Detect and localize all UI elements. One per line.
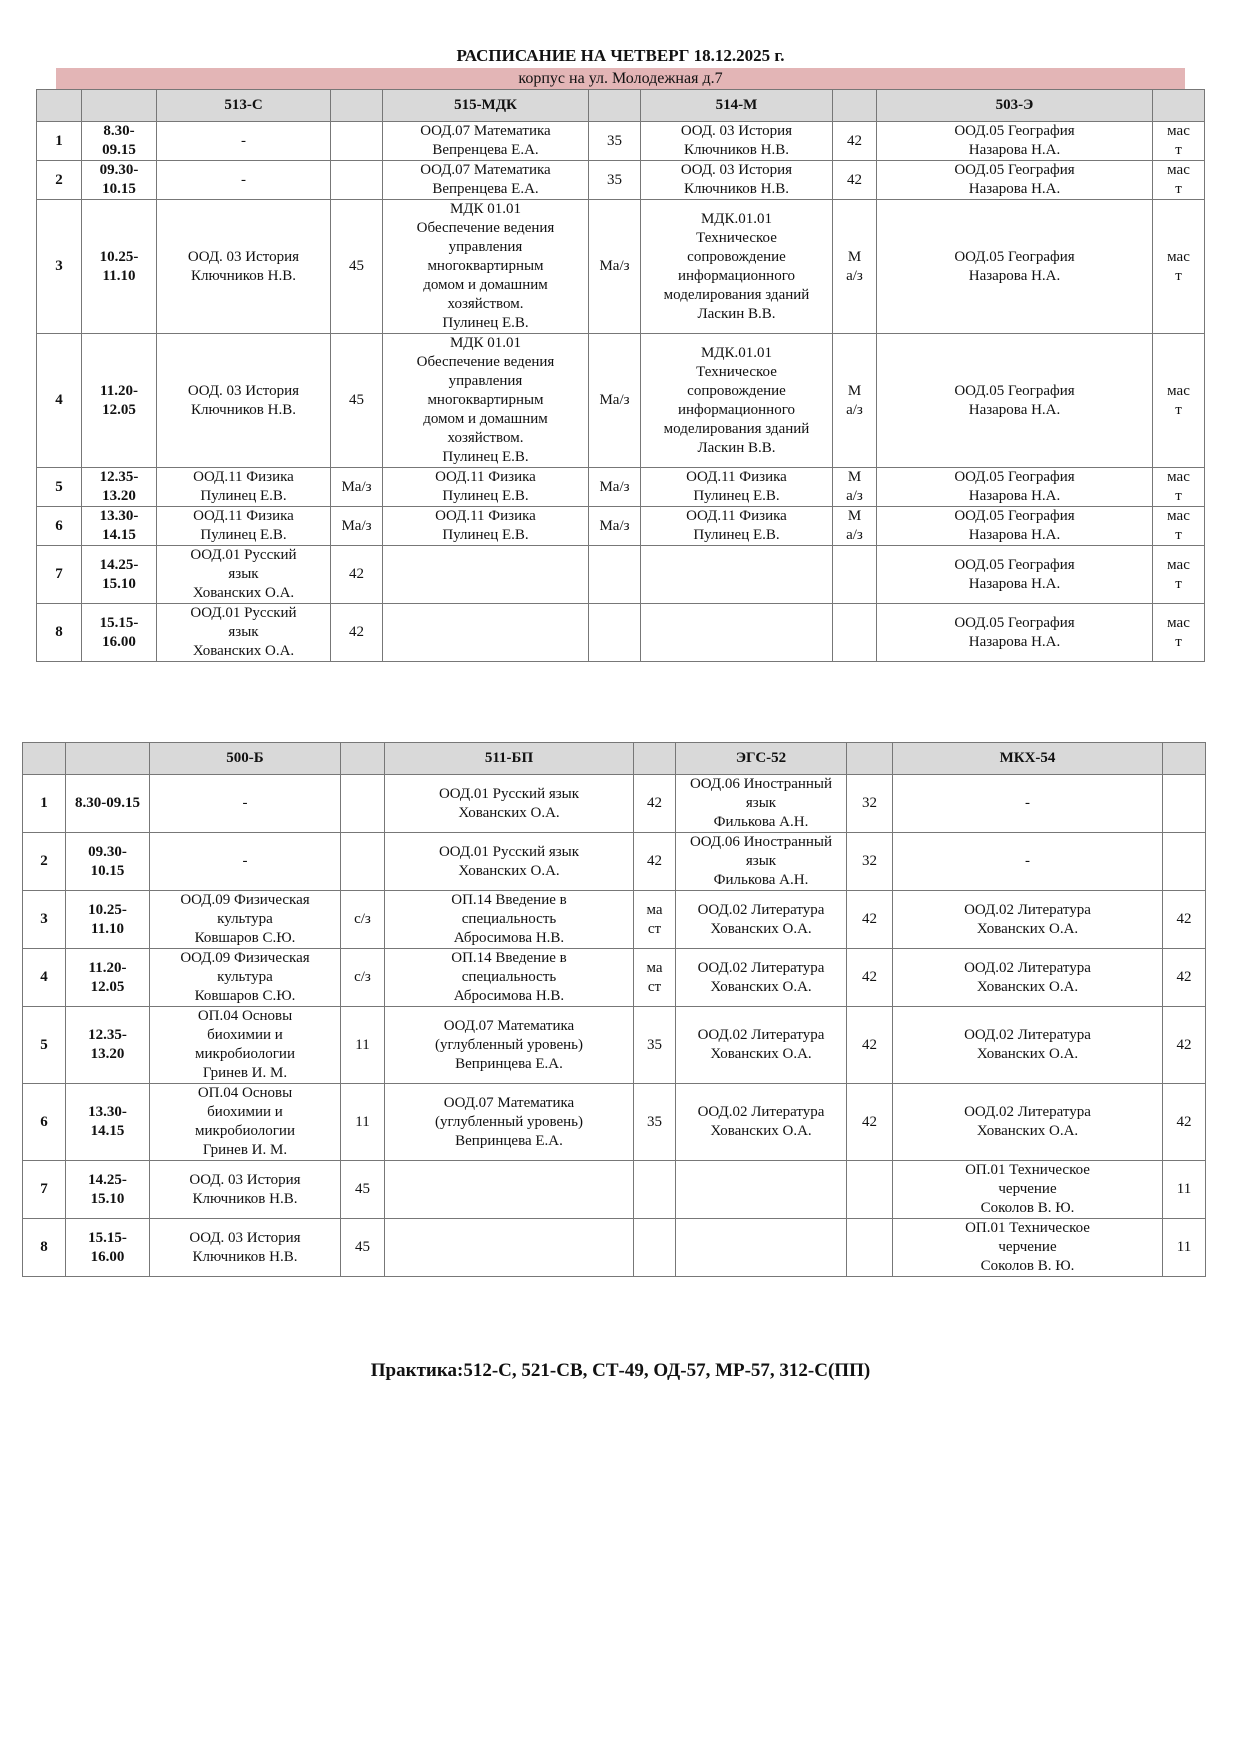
room-header [589,90,641,122]
subject-cell: ООД.11 Физика Пулинец Е.В. [383,468,589,507]
table-row [37,122,1205,161]
subject-cell: ООД.07 Математика Вепренцева Е.А. [383,161,589,200]
room-cell: 35 [634,1084,676,1161]
room-cell: 42 [634,775,676,833]
lesson-number: 3 [37,200,82,334]
group-header: МКХ-54 [893,743,1163,775]
lesson-time: 11.20- 12.05 [82,334,157,468]
lesson-number: 4 [23,949,66,1007]
subject-cell: ООД. 03 История Ключников Н.В. [641,122,833,161]
room-cell [1163,833,1206,891]
group-header: ЭГС-52 [676,743,847,775]
room-cell [847,1219,893,1277]
room-cell [589,546,641,604]
subject-cell: ООД. 03 История Ключников Н.В. [150,1161,341,1219]
room-cell: ма ст [634,949,676,1007]
room-cell: мас т [1153,604,1205,662]
lesson-time: 10.25- 11.10 [66,891,150,949]
header-time [82,90,157,122]
room-header [634,743,676,775]
subject-cell: ООД.05 География Назарова Н.А. [877,334,1153,468]
room-cell [589,604,641,662]
lesson-number: 7 [37,546,82,604]
room-header [331,90,383,122]
subject-cell: ООД.05 География Назарова Н.А. [877,200,1153,334]
lesson-time: 14.25- 15.10 [82,546,157,604]
practice-note: Практика:512-С, 521-СВ, СТ-49, ОД-57, МР-57, 312-С(ПП) [370,1360,871,1381]
lesson-number: 8 [23,1219,66,1277]
lesson-time: 09.30- 10.15 [82,161,157,200]
subject-cell: - [150,775,341,833]
table-row [37,161,1205,200]
room-cell: 42 [331,604,383,662]
subject-cell: ООД.05 География Назарова Н.А. [877,161,1153,200]
subject-cell: ООД.11 Физика Пулинец Е.В. [641,468,833,507]
lesson-number: 1 [23,775,66,833]
room-cell: мас т [1153,468,1205,507]
schedule-table-1 [36,89,1205,662]
subject-cell: ОП.01 Техническое черчение Соколов В. Ю. [893,1219,1163,1277]
subject-cell: ООД.05 География Назарова Н.А. [877,604,1153,662]
room-cell: Ма/з [589,200,641,334]
room-cell: Ма/з [589,334,641,468]
subject-cell [676,1219,847,1277]
room-cell: 11 [1163,1219,1206,1277]
building-subtitle: корпус на ул. Молодежная д.7 [56,68,1185,89]
subject-cell: ООД.02 Литература Хованских О.А. [676,949,847,1007]
subject-cell: ООД.02 Литература Хованских О.А. [893,1084,1163,1161]
subject-cell: ООД.05 География Назарова Н.А. [877,507,1153,546]
room-cell: 35 [589,122,641,161]
lesson-time: 13.30- 14.15 [82,507,157,546]
table-row [37,468,1205,507]
group-header: 511-БП [385,743,634,775]
room-cell: 42 [847,1084,893,1161]
room-cell: 11 [341,1007,385,1084]
room-cell [341,833,385,891]
subject-cell: ОП.14 Введение в специальность Абросимова Н.В. [385,949,634,1007]
lesson-time: 15.15- 16.00 [82,604,157,662]
subject-cell: ООД.02 Литература Хованских О.А. [676,1084,847,1161]
group-header: 503-Э [877,90,1153,122]
header-row [23,743,1206,775]
room-cell: 45 [341,1219,385,1277]
room-header [833,90,877,122]
subject-cell: - [157,161,331,200]
subject-cell: ООД.11 Физика Пулинец Е.В. [383,507,589,546]
room-cell: Ма/з [331,468,383,507]
room-cell [341,775,385,833]
subject-cell: ОП.04 Основы биохимии и микробиологии Гринев И. М. [150,1084,341,1161]
subject-cell: ООД.01 Русский язык Хованских О.А. [157,546,331,604]
lesson-time: 8.30- 09.15 [82,122,157,161]
subject-cell: - [157,122,331,161]
subject-cell: ООД.09 Физическая культура Ковшаров С.Ю. [150,949,341,1007]
room-cell: 11 [1163,1161,1206,1219]
subject-cell: ООД. 03 История Ключников Н.В. [641,161,833,200]
page-title: РАСПИСАНИЕ НА ЧЕТВЕРГ 18.12.2025 г. [456,46,785,65]
room-cell: 45 [341,1161,385,1219]
table-row [23,833,1206,891]
subject-cell: ООД.02 Литература Хованских О.А. [893,891,1163,949]
room-cell: мас т [1153,546,1205,604]
group-header: 513-С [157,90,331,122]
subject-cell: ОП.01 Техническое черчение Соколов В. Ю. [893,1161,1163,1219]
table-row [23,775,1206,833]
room-cell: 42 [1163,1084,1206,1161]
subject-cell: - [893,833,1163,891]
table-row [23,949,1206,1007]
lesson-time: 13.30- 14.15 [66,1084,150,1161]
room-cell [634,1219,676,1277]
lesson-number: 6 [23,1084,66,1161]
room-cell: с/з [341,891,385,949]
room-cell: 42 [1163,949,1206,1007]
subject-cell: ООД.05 География Назарова Н.А. [877,468,1153,507]
room-cell: 35 [634,1007,676,1084]
subject-cell: - [893,775,1163,833]
subject-cell: ООД.01 Русский язык Хованских О.А. [385,833,634,891]
room-cell: 45 [331,200,383,334]
lesson-number: 2 [23,833,66,891]
subject-cell [641,604,833,662]
room-cell: 32 [847,775,893,833]
subject-cell: ООД.05 География Назарова Н.А. [877,546,1153,604]
room-cell: мас т [1153,334,1205,468]
lesson-time: 12.35- 13.20 [82,468,157,507]
table-row [37,604,1205,662]
group-header: 515-МДК [383,90,589,122]
room-cell: М а/з [833,468,877,507]
lesson-time: 10.25- 11.10 [82,200,157,334]
room-cell: 42 [1163,891,1206,949]
room-header [1163,743,1206,775]
table-row [37,507,1205,546]
room-cell: 35 [589,161,641,200]
room-cell: 42 [1163,1007,1206,1084]
table-row [37,546,1205,604]
subject-cell [676,1161,847,1219]
table-row [23,1219,1206,1277]
subject-cell [385,1161,634,1219]
room-cell: мас т [1153,122,1205,161]
subject-cell: ООД.07 Математика (углубленный уровень) Вепринцева Е.А. [385,1007,634,1084]
room-cell: 45 [331,334,383,468]
subject-cell [383,546,589,604]
subject-cell: ООД.06 Иностранный язык Филькова А.Н. [676,775,847,833]
header-row [37,90,1205,122]
room-cell [833,546,877,604]
room-header [847,743,893,775]
schedule-table-2 [22,742,1206,1277]
group-header: 514-М [641,90,833,122]
subject-cell: ООД.05 География Назарова Н.А. [877,122,1153,161]
room-header [341,743,385,775]
room-cell: 42 [833,161,877,200]
lesson-time: 8.30-09.15 [66,775,150,833]
room-header [1153,90,1205,122]
lesson-number: 5 [37,468,82,507]
subject-cell: ООД.11 Физика Пулинец Е.В. [157,468,331,507]
header-time [66,743,150,775]
room-cell: М а/з [833,507,877,546]
subject-cell: МДК.01.01 Техническое сопровождение информационного моделирования зданий Ласкин В.В. [641,334,833,468]
room-cell: М а/з [833,334,877,468]
room-cell: 11 [341,1084,385,1161]
group-header: 500-Б [150,743,341,775]
lesson-time: 15.15- 16.00 [66,1219,150,1277]
subject-cell: МДК.01.01 Техническое сопровождение информационного моделирования зданий Ласкин В.В. [641,200,833,334]
room-cell [1163,775,1206,833]
room-cell [331,161,383,200]
subject-cell [385,1219,634,1277]
room-cell: 42 [634,833,676,891]
table-row [23,1007,1206,1084]
subject-cell: ООД.11 Физика Пулинец Е.В. [157,507,331,546]
lesson-number: 2 [37,161,82,200]
room-cell: Ма/з [589,507,641,546]
subject-cell: ООД.01 Русский язык Хованских О.А. [157,604,331,662]
subject-cell: ООД.02 Литература Хованских О.А. [676,1007,847,1084]
lesson-time: 09.30- 10.15 [66,833,150,891]
room-cell: М а/з [833,200,877,334]
subject-cell: ОП.04 Основы биохимии и микробиологии Гринев И. М. [150,1007,341,1084]
subject-cell [641,546,833,604]
room-cell [833,604,877,662]
header-number [23,743,66,775]
lesson-time: 14.25- 15.10 [66,1161,150,1219]
room-cell: мас т [1153,161,1205,200]
table-row [23,1084,1206,1161]
table-row [37,334,1205,468]
subject-cell: МДК 01.01 Обеспечение ведения управления многоквартирным домом и домашним хозяйством. Пулинец Е.В. [383,334,589,468]
room-cell: мас т [1153,507,1205,546]
subject-cell: ООД. 03 История Ключников Н.В. [157,334,331,468]
room-cell: 42 [847,891,893,949]
room-cell [634,1161,676,1219]
subject-cell: ООД.11 Физика Пулинец Е.В. [641,507,833,546]
room-cell: 32 [847,833,893,891]
room-cell: Ма/з [331,507,383,546]
subject-cell: ООД.07 Математика Вепренцева Е.А. [383,122,589,161]
lesson-number: 6 [37,507,82,546]
subject-cell: ООД.01 Русский язык Хованских О.А. [385,775,634,833]
room-cell: мас т [1153,200,1205,334]
subject-cell [383,604,589,662]
subject-cell: ООД. 03 История Ключников Н.В. [150,1219,341,1277]
table-row [23,891,1206,949]
room-cell: 42 [847,949,893,1007]
room-cell: ма ст [634,891,676,949]
room-cell: 42 [847,1007,893,1084]
room-cell [331,122,383,161]
subject-cell: - [150,833,341,891]
lesson-number: 5 [23,1007,66,1084]
lesson-number: 1 [37,122,82,161]
subject-cell: ООД. 03 История Ключников Н.В. [157,200,331,334]
lesson-number: 3 [23,891,66,949]
lesson-time: 11.20- 12.05 [66,949,150,1007]
subject-cell: ООД.02 Литература Хованских О.А. [893,949,1163,1007]
lesson-number: 4 [37,334,82,468]
room-cell: 42 [331,546,383,604]
lesson-number: 7 [23,1161,66,1219]
lesson-time: 12.35- 13.20 [66,1007,150,1084]
room-cell: с/з [341,949,385,1007]
subject-cell: ОП.14 Введение в специальность Абросимова Н.В. [385,891,634,949]
subject-cell: ООД.02 Литература Хованских О.А. [893,1007,1163,1084]
subject-cell: ООД.07 Математика (углубленный уровень) Вепринцева Е.А. [385,1084,634,1161]
subject-cell: ООД.09 Физическая культура Ковшаров С.Ю. [150,891,341,949]
room-cell [847,1161,893,1219]
subject-cell: ООД.02 Литература Хованских О.А. [676,891,847,949]
room-cell: Ма/з [589,468,641,507]
table-row [37,200,1205,334]
subject-cell: МДК 01.01 Обеспечение ведения управления многоквартирным домом и домашним хозяйством. Пулинец Е.В. [383,200,589,334]
subject-cell: ООД.06 Иностранный язык Филькова А.Н. [676,833,847,891]
header-number [37,90,82,122]
lesson-number: 8 [37,604,82,662]
room-cell: 42 [833,122,877,161]
table-row [23,1161,1206,1219]
